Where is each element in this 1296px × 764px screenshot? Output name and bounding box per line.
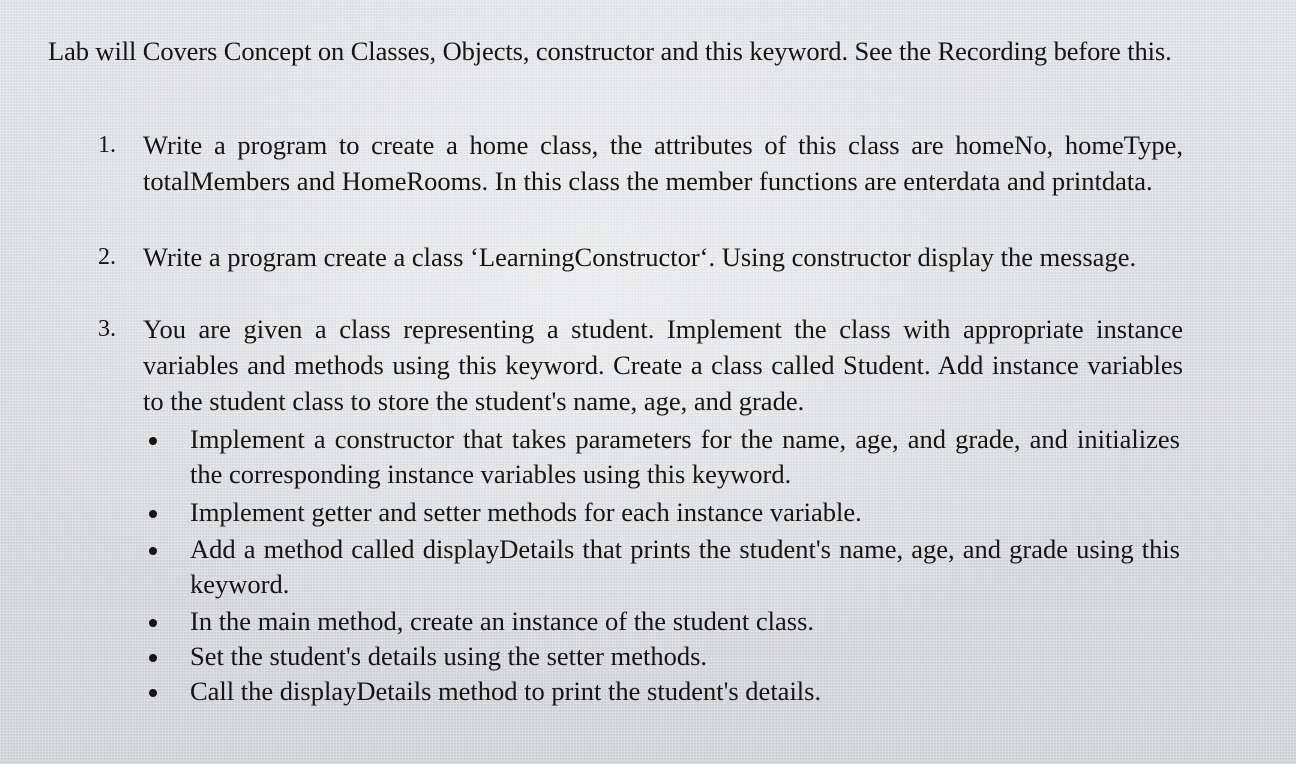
bullet-icon (149, 654, 157, 662)
sub-item-5: Set the student's details using the setter methods. (190, 641, 708, 671)
sub-item-3: Add a method called displayDetails that prints the student's name, age, and grade using this keyword. (190, 534, 1180, 599)
bullet-icon (149, 510, 157, 518)
list-item-3: You are given a class representing a student. Implement the class with appropriate instance variables and methods using this keyword. Create a class called Student. Add instance variables to the student class to store the student's name, age, and grade. (143, 314, 1183, 416)
intro-paragraph: Lab will Covers Concept on Classes, Objects, constructor and this keyword. See the Recording before this. (48, 36, 1172, 66)
item-number-1: 1. (98, 132, 116, 158)
item-number-3: 3. (98, 316, 116, 342)
list-item-2: Write a program create a class ‘LearningConstructor‘. Using constructor display the message. (143, 242, 1137, 272)
sub-item-1: Implement a constructor that takes parameters for the name, age, and grade, and initializes the corresponding instance variables using this keyword. (190, 424, 1180, 489)
bullet-icon (149, 547, 157, 555)
bullet-icon (149, 437, 157, 445)
item-number-2: 2. (98, 244, 116, 270)
bullet-icon (149, 619, 157, 627)
list-item-1: Write a program to create a home class, the attributes of this class are homeNo, homeType, totalMembers and HomeRooms. In this class the member functions are enterdata and printdata. (143, 130, 1183, 196)
sub-item-6: Call the displayDetails method to print the student's details. (190, 676, 822, 706)
sub-item-4: In the main method, create an instance of the student class. (190, 606, 815, 636)
sub-item-2: Implement getter and setter methods for each instance variable. (190, 497, 862, 527)
bullet-icon (149, 689, 157, 697)
